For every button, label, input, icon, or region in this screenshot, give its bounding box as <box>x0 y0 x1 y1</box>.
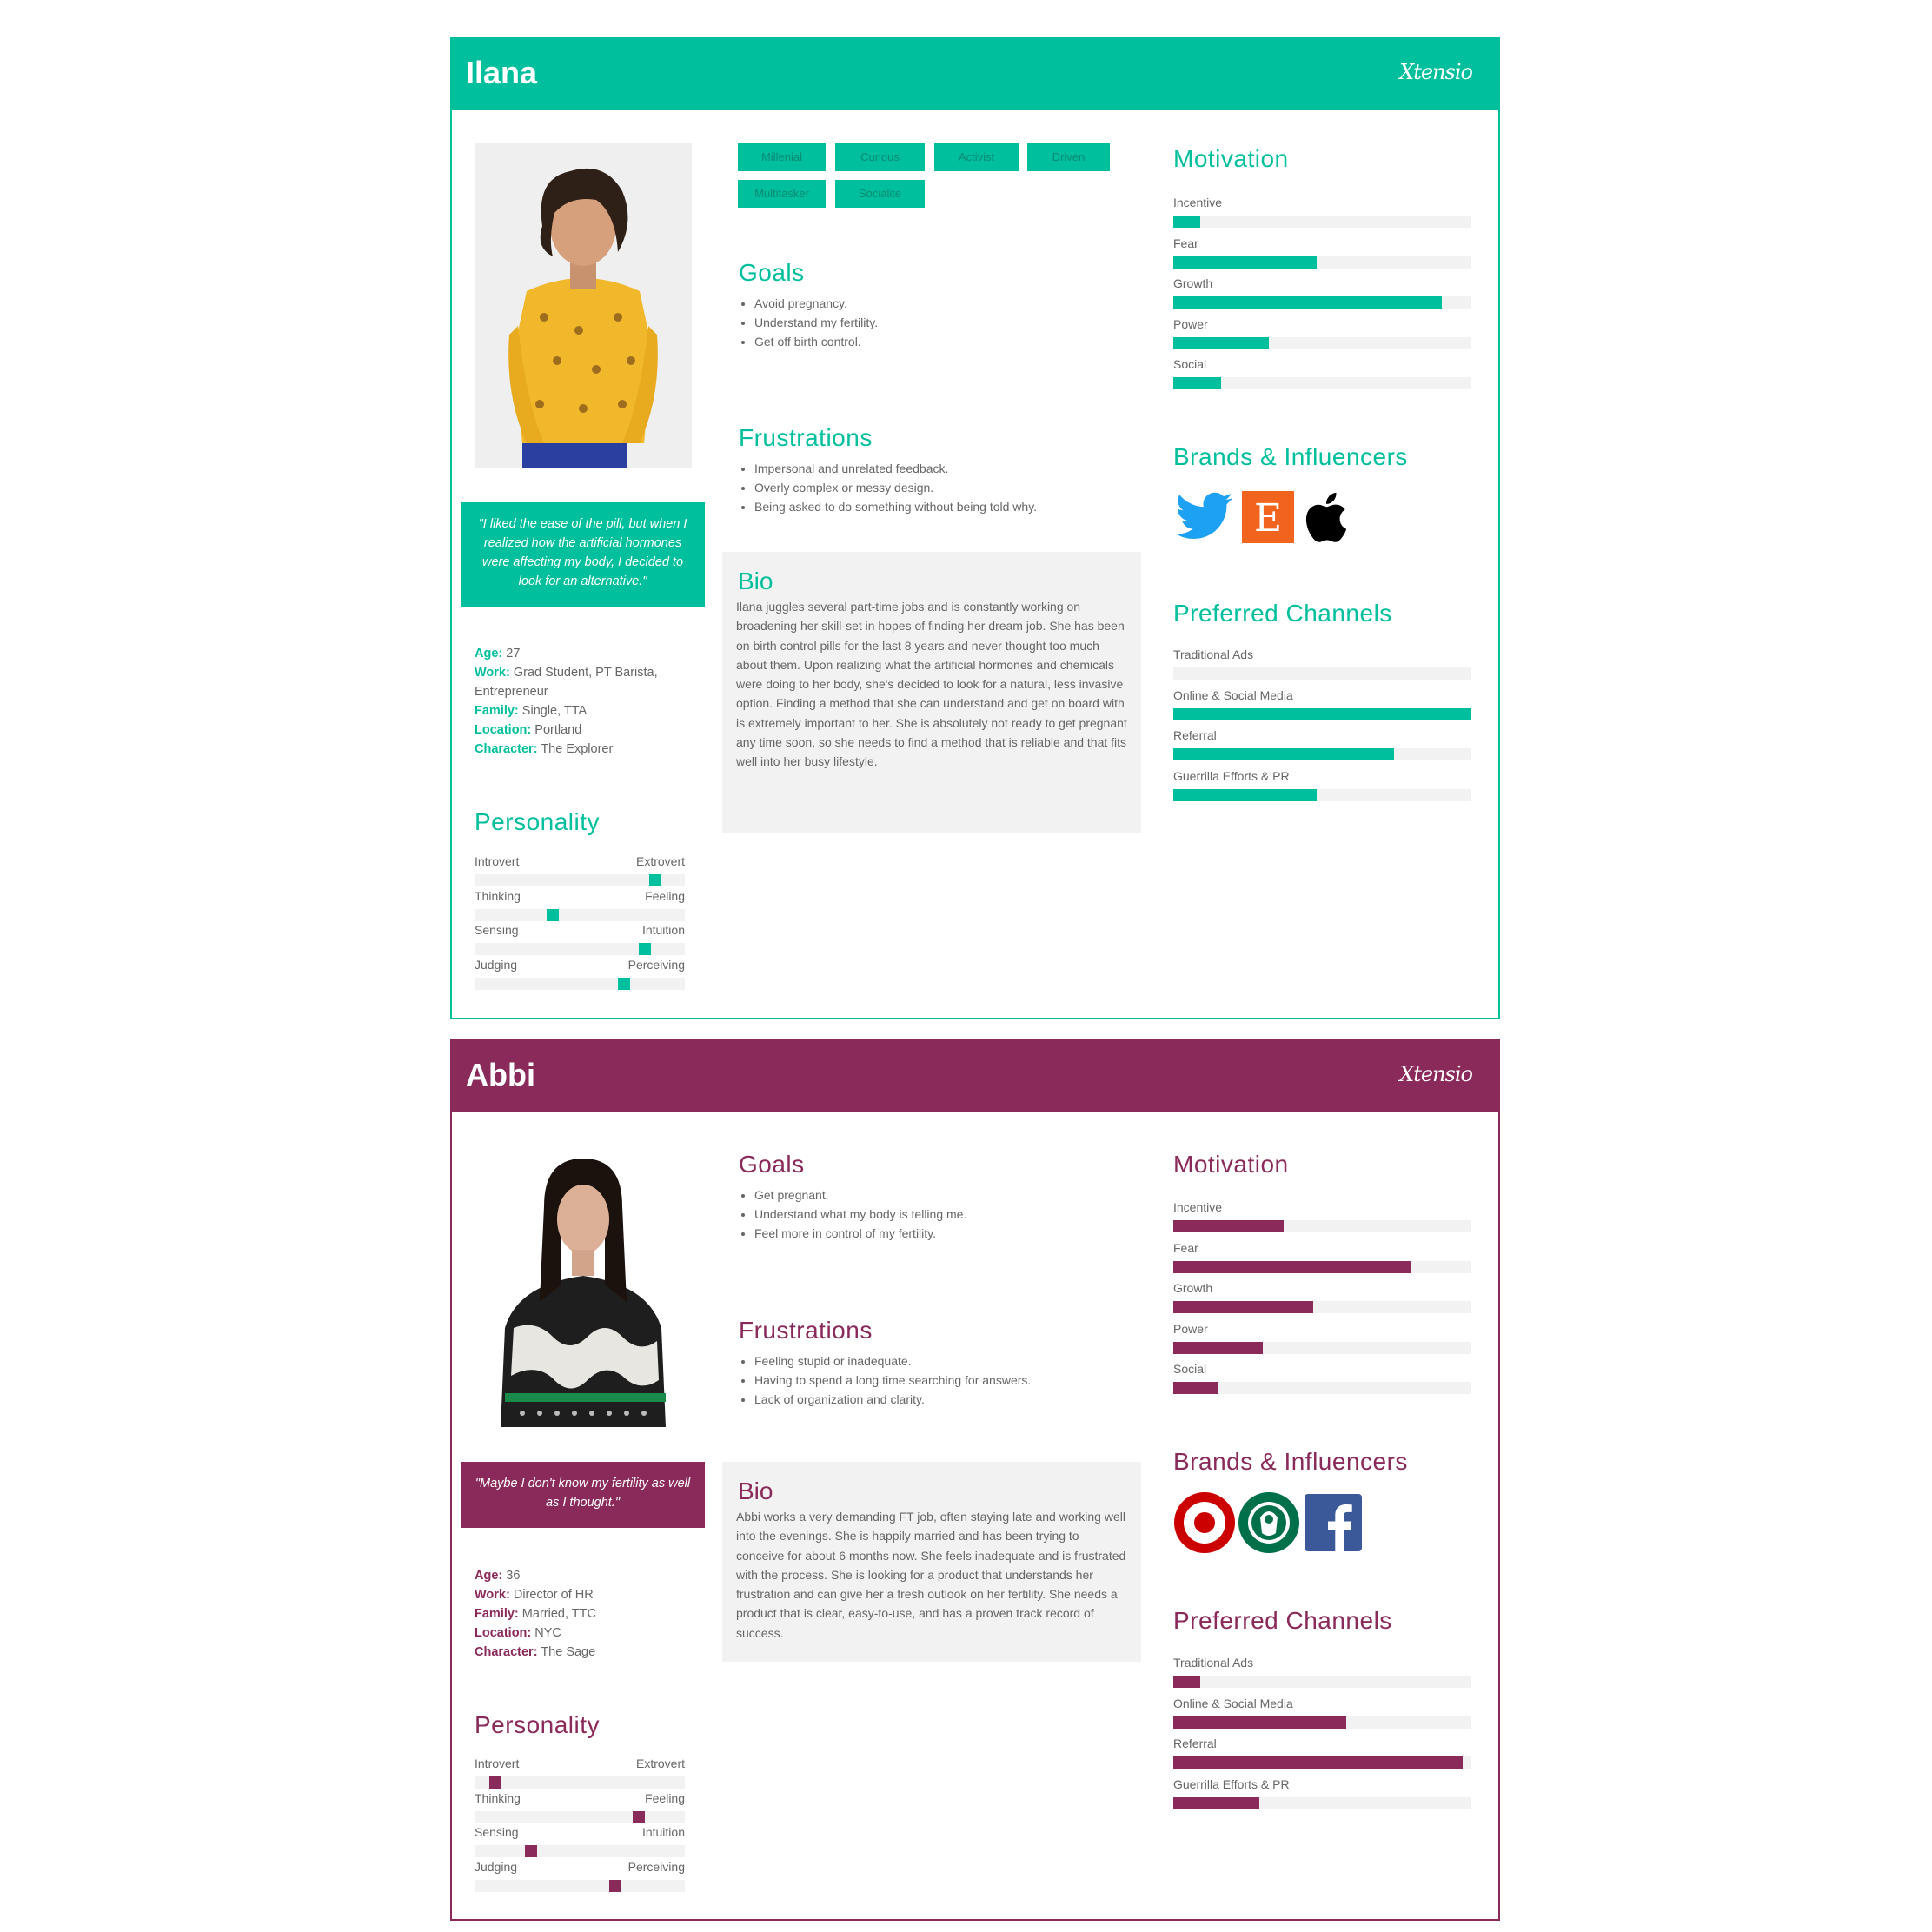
channel-bar <box>1173 688 1471 729</box>
motivation-bar <box>1173 196 1471 236</box>
bar-fill <box>1173 337 1269 349</box>
bar-label: Fear <box>1173 236 1198 250</box>
slider-right-label: Feeling <box>645 888 685 903</box>
bar-label: Traditional Ads <box>1173 1656 1254 1670</box>
frustrations-list <box>739 459 1037 516</box>
slider-knob <box>639 943 651 955</box>
motivation-bar <box>1173 357 1471 398</box>
card-header <box>452 1041 1498 1112</box>
bar-track <box>1173 1220 1471 1232</box>
location-label: Location: <box>475 1626 532 1640</box>
bar-label: Traditional Ads <box>1173 647 1254 661</box>
starbucks-logo-icon <box>1238 1491 1300 1554</box>
slider-left-label: Judging <box>475 957 518 972</box>
brands-title: Brands & Influencers <box>1173 1448 1408 1475</box>
bar-track <box>1173 789 1471 801</box>
bar-track <box>1173 1756 1471 1769</box>
slider-knob <box>525 1845 537 1857</box>
persona-facts <box>475 644 692 759</box>
bar-label: Referral <box>1173 728 1217 742</box>
slider-track <box>475 1776 685 1789</box>
bar-fill <box>1173 1756 1463 1769</box>
bar-fill <box>1173 256 1317 269</box>
slider-track <box>475 909 685 921</box>
channel-bars <box>1173 647 1471 809</box>
slider-right-label: Perceiving <box>627 957 685 972</box>
bar-fill <box>1173 789 1317 801</box>
etsy-logo-icon <box>1237 486 1299 548</box>
bio-title: Bio <box>738 1477 773 1504</box>
slider-knob <box>489 1776 501 1789</box>
channel-bar <box>1173 1777 1471 1818</box>
motivation-title: Motivation <box>1173 145 1289 172</box>
persona-name: Abbi <box>466 1057 535 1092</box>
goal-item: • Understand my fertility. <box>754 313 878 332</box>
bar-label: Guerrilla Efforts & PR <box>1173 1776 1290 1791</box>
slider-knob <box>633 1811 645 1823</box>
slider-left-label: Introvert <box>475 1756 520 1770</box>
bar-fill <box>1173 708 1471 720</box>
personality-slider <box>475 854 685 889</box>
frustration-item: • Overly complex or messy design. <box>754 478 1037 497</box>
channel-bar <box>1173 1736 1471 1777</box>
slider-knob <box>618 978 630 990</box>
goal-item: • Get pregnant. <box>754 1185 966 1205</box>
bar-fill <box>1173 296 1442 309</box>
persona-photo <box>483 1154 683 1427</box>
bar-track <box>1173 256 1471 269</box>
bar-label: Growth <box>1173 276 1213 290</box>
slider-knob <box>609 1880 621 1892</box>
twitter-logo-icon <box>1173 486 1236 548</box>
character-label: Character: <box>475 1645 538 1659</box>
bar-track <box>1173 667 1471 680</box>
frustrations-title: Frustrations <box>739 1317 873 1344</box>
location-label: Location: <box>475 723 532 737</box>
tag: Activist <box>934 143 1019 171</box>
slider-left-label: Thinking <box>475 1790 521 1805</box>
frustrations-title: Frustrations <box>739 424 873 451</box>
frustrations-list <box>739 1351 1031 1409</box>
family-label: Family: <box>475 1607 519 1621</box>
personality-slider <box>475 1860 685 1895</box>
persona-quote: "Maybe I don't know my fertility as well as I thought." <box>461 1462 705 1528</box>
personality-slider <box>475 958 685 993</box>
bar-fill <box>1173 1382 1218 1394</box>
work-label: Work: <box>475 666 510 680</box>
motivation-bar <box>1173 1362 1471 1403</box>
bar-track <box>1173 1342 1471 1354</box>
bar-fill <box>1173 1797 1259 1809</box>
bar-label: Referral <box>1173 1736 1217 1750</box>
slider-track <box>475 943 685 955</box>
personality-sliders <box>475 1756 685 1894</box>
frustration-item: • Being asked to do something without being told why. <box>754 497 1037 516</box>
age-label: Age: <box>475 1569 503 1583</box>
bar-track <box>1173 1261 1471 1273</box>
work-label: Work: <box>475 1588 510 1602</box>
personality-title: Personality <box>475 1711 601 1738</box>
bar-label: Power <box>1173 1321 1208 1336</box>
goals-title: Goals <box>739 259 805 286</box>
motivation-bar <box>1173 1281 1471 1322</box>
bar-fill <box>1173 748 1394 760</box>
work-value: Grad Student, PT Barista, Entrepreneur <box>475 666 658 699</box>
tag: Driven <box>1027 143 1110 171</box>
motivation-bar <box>1173 1241 1471 1282</box>
goals-title: Goals <box>739 1151 805 1178</box>
bar-label: Power <box>1173 316 1208 331</box>
frustration-item: • Having to spend a long time searching for answers. <box>754 1371 1031 1390</box>
slider-knob <box>547 909 559 921</box>
bio-panel <box>722 552 1141 833</box>
bar-fill <box>1173 216 1200 228</box>
motivation-bars <box>1173 196 1471 398</box>
age-value: 27 <box>506 647 521 661</box>
persona-quote: "I liked the ease of the pill, but when I realized how the artificial hormones were affecting my body, I decided to look for an alternative." <box>461 502 705 607</box>
bio-text: Ilana juggles several part-time jobs and is constantly working on broadening her skill-set in hopes of finding her dream job. She has been on birth control pills for the last 8 years and never thought too much about them. Upon realizing what the artificial hormones and chemicals were doing to her body, she's decided to look for a natural, less invasive option. Finding a method that she can understand and get on board with is extremely important to her. She is absolutely not ready to get pregnant any time soon, so she needs to find a method that is reliable and that fits well into her busy lifestyle. <box>736 600 1127 769</box>
personality-slider <box>475 1756 685 1791</box>
tag: Socialite <box>835 180 925 208</box>
tag: Multitasker <box>738 180 826 208</box>
facebook-logo-icon <box>1302 1491 1364 1554</box>
tag: Millenial <box>738 143 826 171</box>
bar-label: Incentive <box>1173 1200 1223 1214</box>
bar-label: Incentive <box>1173 196 1223 209</box>
persona-card-abbi <box>450 1039 1500 1921</box>
channel-bars <box>1173 1656 1471 1817</box>
slider-left-label: Judging <box>475 1859 518 1874</box>
bio-panel <box>722 1462 1141 1662</box>
bar-label: Online & Social Media <box>1173 687 1293 702</box>
bar-track <box>1173 1676 1471 1688</box>
location-value: NYC <box>534 1626 561 1640</box>
channel-bar <box>1173 647 1471 688</box>
channels-title: Preferred Channels <box>1173 600 1392 627</box>
persona-name: Ilana <box>466 55 538 90</box>
channel-bar <box>1173 1656 1471 1696</box>
bar-fill <box>1173 1676 1200 1688</box>
bio-text: Abbi works a very demanding FT job, often staying late and working well into the evenings. She is happily married and has been trying to conceive for about 6 months now. She feels inadequate and is frustrated with the process. She is looking for a product that understands her frustration and can give her a fresh outlook on her fertility. She needs a product that is clear, easy-to-use, and has a proven track record of success. <box>736 1510 1126 1640</box>
age-label: Age: <box>475 647 503 661</box>
goals-list <box>739 294 878 351</box>
channel-bar <box>1173 728 1471 769</box>
slider-left-label: Thinking <box>475 888 521 903</box>
location-value: Portland <box>534 723 582 737</box>
svg-text:E: E <box>1253 496 1283 541</box>
work-value: Director of HR <box>513 1588 594 1602</box>
bio-title: Bio <box>738 568 773 594</box>
bar-track <box>1173 708 1471 720</box>
slider-right-label: Perceiving <box>627 1859 685 1874</box>
goal-item: • Get off birth control. <box>754 332 878 351</box>
slider-left-label: Sensing <box>475 1825 519 1839</box>
slider-right-label: Extrovert <box>635 1756 685 1770</box>
xtensio-logo: Xtensio <box>1399 1062 1472 1086</box>
xtensio-logo: Xtensio <box>1399 60 1472 84</box>
bar-track <box>1173 1716 1471 1729</box>
bar-fill <box>1173 1261 1411 1273</box>
personality-slider <box>475 889 685 924</box>
motivation-bar <box>1173 1200 1471 1241</box>
card-header <box>452 39 1498 110</box>
channel-bar <box>1173 769 1471 810</box>
bar-label: Fear <box>1173 1240 1198 1255</box>
frustration-item: • Feeling stupid or inadequate. <box>754 1351 1031 1371</box>
personality-slider <box>475 923 685 958</box>
personality-slider <box>475 1791 685 1826</box>
motivation-title: Motivation <box>1173 1151 1289 1178</box>
bar-track <box>1173 1382 1471 1394</box>
age-value: 36 <box>506 1569 521 1583</box>
bar-label: Online & Social Media <box>1173 1696 1293 1710</box>
bar-track <box>1173 748 1471 760</box>
persona-facts <box>475 1566 692 1662</box>
slider-track <box>475 978 685 990</box>
motivation-bars <box>1173 1200 1471 1403</box>
slider-left-label: Introvert <box>475 854 520 868</box>
bar-label: Guerrilla Efforts & PR <box>1173 768 1290 783</box>
slider-knob <box>649 874 661 886</box>
character-label: Character: <box>475 742 538 756</box>
slider-track <box>475 1880 685 1892</box>
frustration-item: • Lack of organization and clarity. <box>754 1390 1031 1409</box>
family-label: Family: <box>475 704 519 718</box>
bar-track <box>1173 1797 1471 1809</box>
target-logo-icon <box>1173 1491 1236 1554</box>
bar-fill <box>1173 1342 1263 1354</box>
bar-track <box>1173 296 1471 309</box>
slider-right-label: Extrovert <box>635 854 685 868</box>
tag: Curious <box>835 143 925 171</box>
bar-track <box>1173 216 1471 228</box>
bar-label: Social <box>1173 357 1207 371</box>
goal-item: • Understand what my body is telling me. <box>754 1205 966 1224</box>
bar-track <box>1173 377 1471 389</box>
slider-track <box>475 1845 685 1857</box>
motivation-bar <box>1173 1322 1471 1363</box>
bar-label: Social <box>1173 1362 1207 1376</box>
family-value: Single, TTA <box>521 704 588 718</box>
brands-title: Brands & Influencers <box>1173 443 1408 470</box>
character-value: The Explorer <box>541 742 614 756</box>
personality-sliders <box>475 854 685 992</box>
bar-fill <box>1173 1220 1284 1232</box>
slider-track <box>475 1811 685 1823</box>
character-value: The Sage <box>541 1645 596 1659</box>
goals-list <box>739 1185 966 1243</box>
bar-track <box>1173 1301 1471 1313</box>
frustration-item: • Impersonal and unrelated feedback. <box>754 459 1037 478</box>
family-value: Married, TTC <box>521 1607 596 1621</box>
motivation-bar <box>1173 317 1471 358</box>
personality-slider <box>475 1825 685 1860</box>
slider-right-label: Feeling <box>645 1790 685 1805</box>
channel-bar <box>1173 1696 1471 1737</box>
slider-track <box>475 874 685 886</box>
personality-title: Personality <box>475 808 601 835</box>
slider-right-label: Intuition <box>641 1825 685 1839</box>
motivation-bar <box>1173 276 1471 317</box>
apple-logo-icon <box>1293 486 1356 548</box>
goal-item: • Feel more in control of my fertility. <box>754 1224 966 1243</box>
bar-label: Growth <box>1173 1281 1213 1295</box>
persona-card-ilana <box>450 37 1500 1019</box>
motivation-bar <box>1173 236 1471 277</box>
bar-fill <box>1173 1301 1313 1313</box>
persona-photo <box>475 143 692 468</box>
bar-fill <box>1173 377 1221 389</box>
bar-fill <box>1173 1716 1346 1729</box>
channels-title: Preferred Channels <box>1173 1607 1392 1634</box>
bar-track <box>1173 337 1471 349</box>
slider-right-label: Intuition <box>641 923 685 937</box>
slider-left-label: Sensing <box>475 923 519 937</box>
goal-item: • Avoid pregnancy. <box>754 294 878 313</box>
